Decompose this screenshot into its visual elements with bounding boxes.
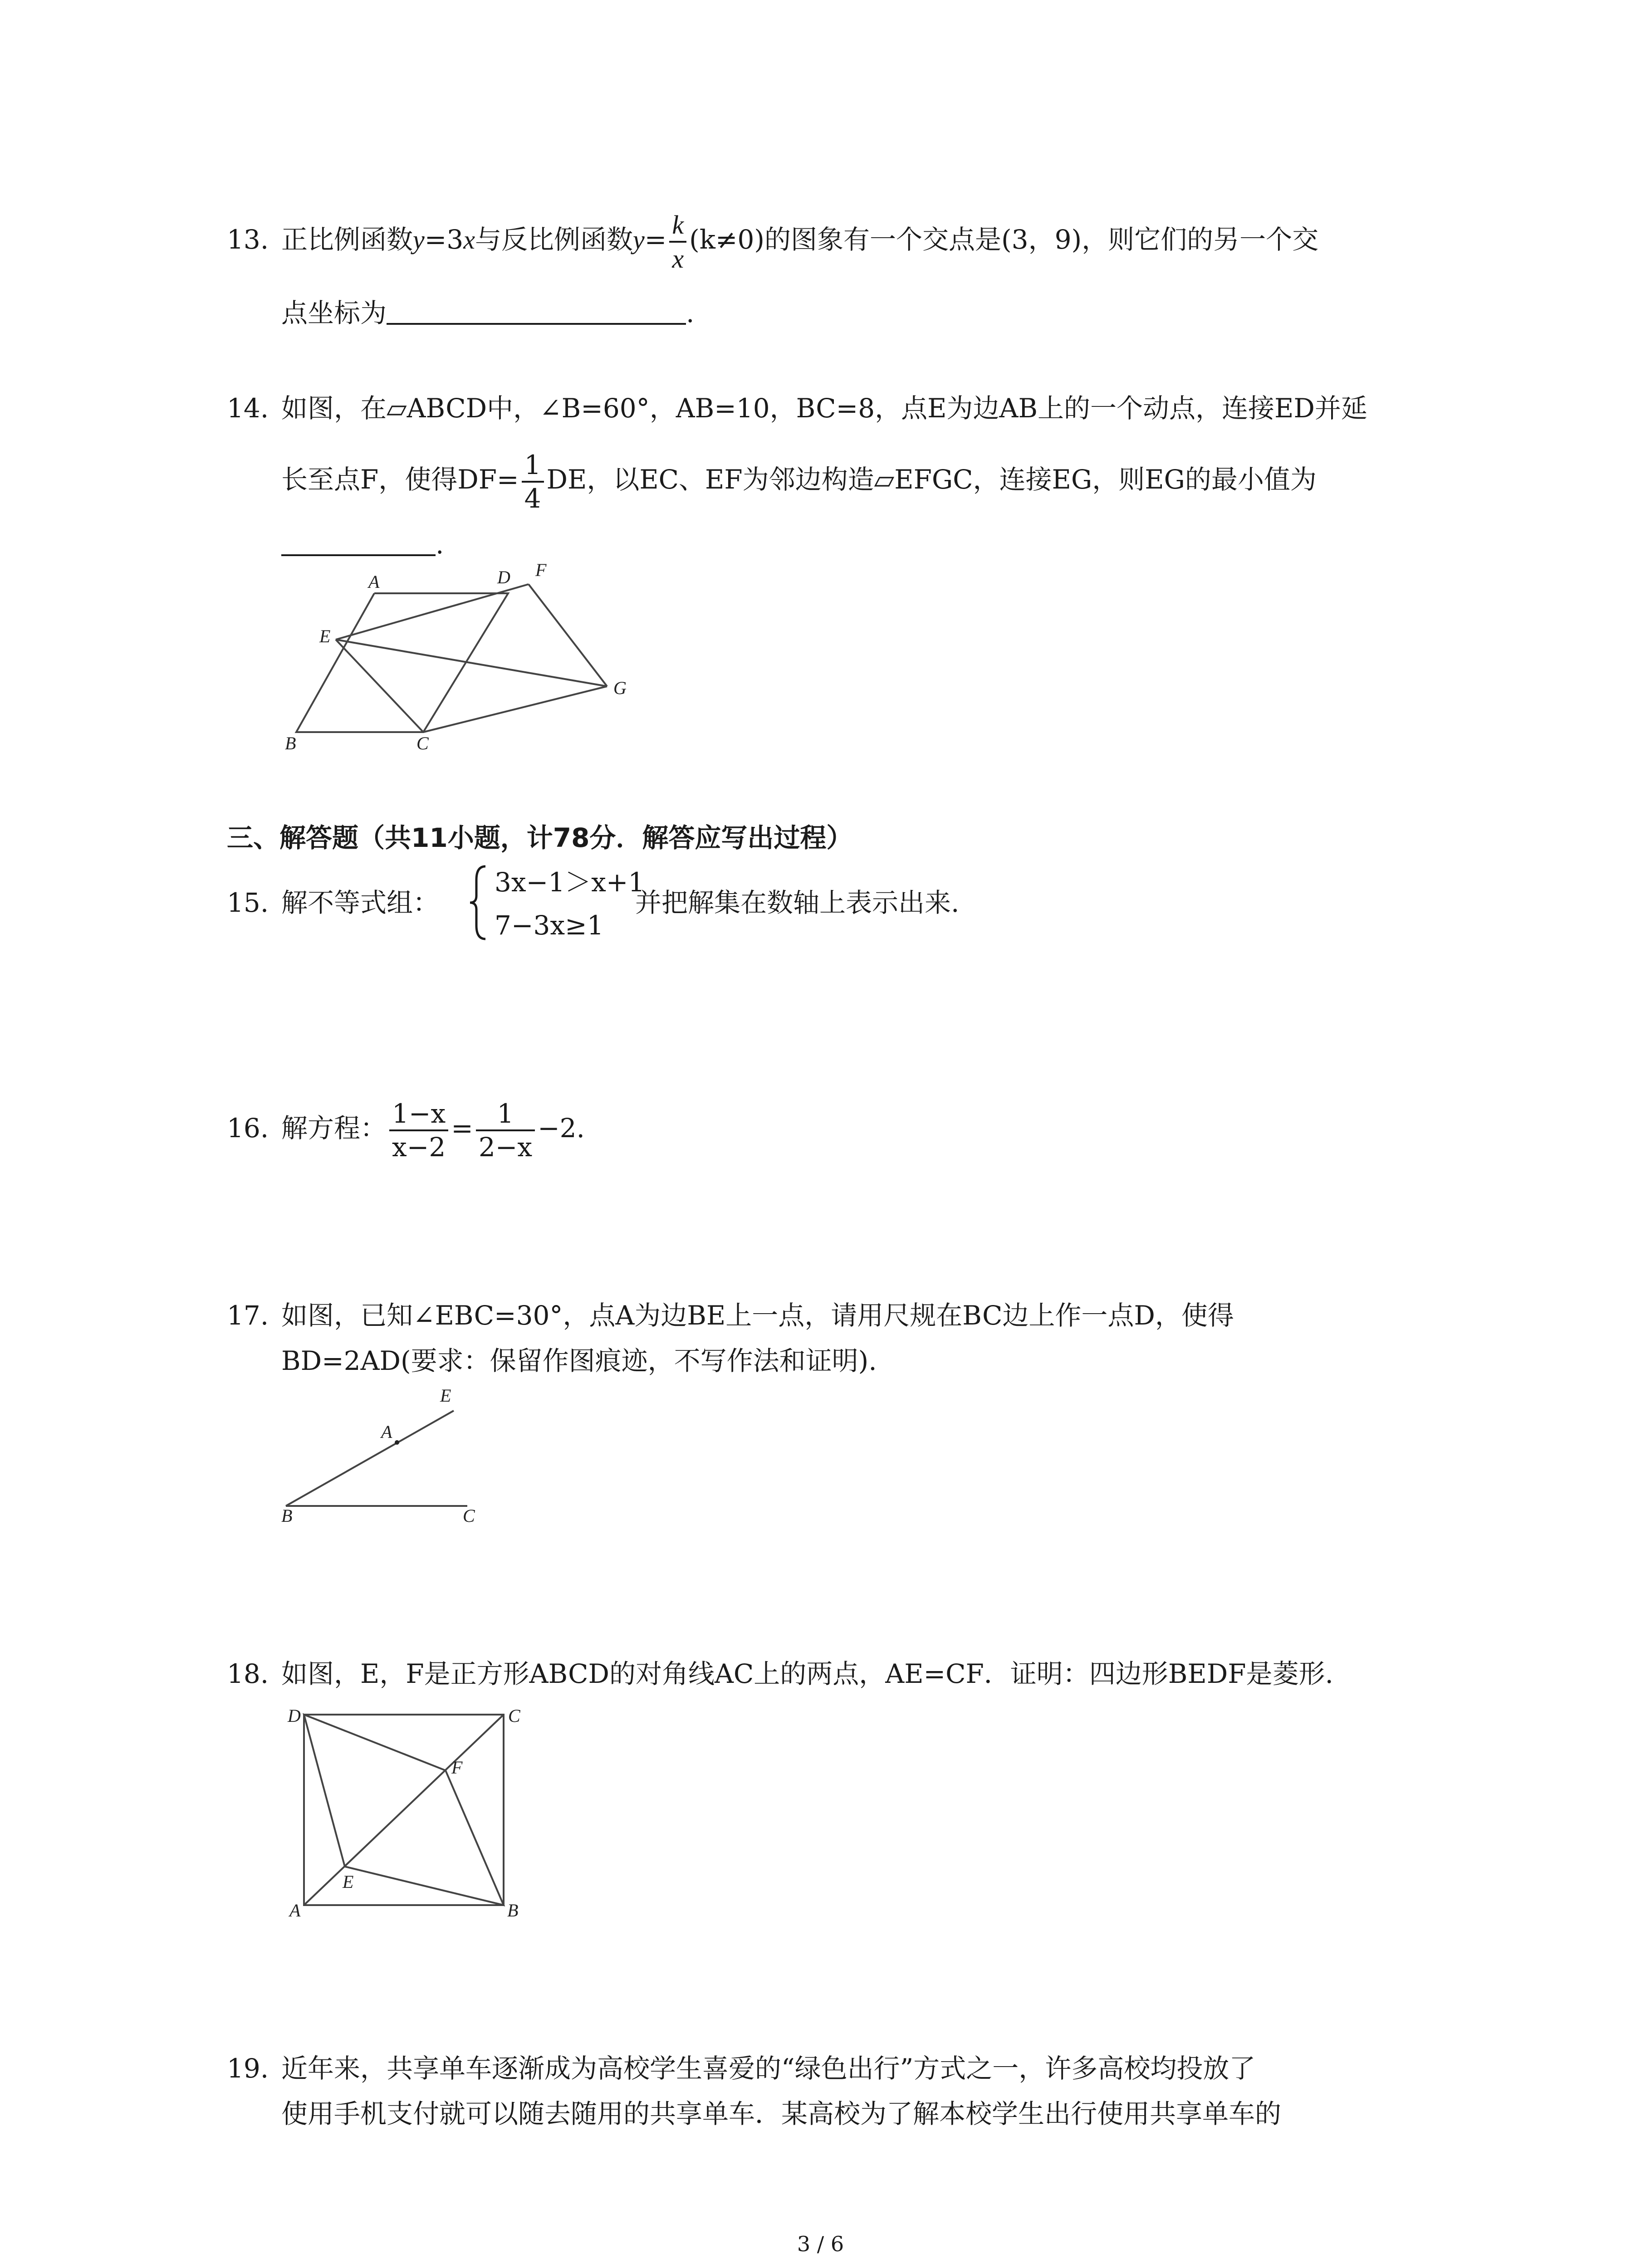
q13-frac-num: k — [672, 210, 684, 240]
q13-answer-blank[interactable] — [387, 297, 686, 325]
q16-line — [227, 1098, 585, 1163]
q19-number: 19. — [227, 2053, 269, 2084]
q15-suffix: 并把解集在数轴上表示出来. — [635, 887, 960, 918]
q15-line — [227, 885, 439, 921]
q19-text-line1: 近年来，共享单车逐渐成为高校学生喜爱的“绿色出行”方式之一，许多高校均投放了 — [281, 2053, 1256, 2084]
q15-inequality-2: 7−3x≥1 — [495, 910, 604, 941]
q14-text-b: DE，以EC、EF为邻边构造▱EFGC，连接EG，则EG的最小值为 — [546, 464, 1317, 495]
q13-eq1: =3 — [424, 224, 464, 255]
q15-brace — [467, 862, 490, 943]
q18-label-e: E — [343, 1872, 354, 1892]
q13-var-y1: y — [413, 225, 425, 255]
q18-number: 18. — [227, 1658, 269, 1689]
q13-condition: (k≠0) — [689, 224, 765, 255]
q14-line2 — [281, 449, 1317, 514]
q13-line1 — [227, 209, 1318, 275]
q15-inequality-1: 3x−1＞x+1 — [495, 867, 645, 898]
q14-label-f: F — [535, 560, 547, 580]
q14-end: . — [436, 529, 444, 560]
q18-figure — [281, 1706, 535, 1919]
q16-lhs-den: x−2 — [392, 1132, 446, 1163]
q18-text-line1: 如图，E，F是正方形ABCD的对角线AC上的两点，AE=CF．证明：四边形BEDF是菱形. — [281, 1658, 1333, 1689]
q16-rhs-den: 2−x — [478, 1132, 533, 1163]
q13-text-line2: 点坐标为 — [281, 298, 387, 328]
q18-label-a: A — [289, 1900, 301, 1919]
q17-line2: BD=2AD(要求：保留作图痕迹，不写作法和证明). — [281, 1345, 877, 1376]
q16-rhs-fraction — [476, 1098, 535, 1163]
q14-label-b: B — [285, 733, 296, 753]
q13-line2 — [281, 295, 694, 331]
q13-text-a: 正比例函数 — [281, 224, 413, 255]
q17-number: 17. — [227, 1300, 269, 1331]
q17-figure — [272, 1374, 508, 1524]
q13-var-y2: y — [633, 225, 645, 255]
q14-label-d: D — [497, 567, 510, 587]
q13-text-c: 的图象有一个交点是(3，9)，则它们的另一个交 — [764, 224, 1319, 255]
q14-line-eg — [336, 640, 607, 686]
q14-line-gc — [423, 686, 607, 732]
q18-label-c: C — [508, 1706, 520, 1726]
q14-label-g: G — [613, 678, 627, 698]
q19-line2: 使用手机支付就可以随去随用的共享单车．某高校为了解本校学生出行使用共享单车的 — [281, 2098, 1282, 2129]
q17-ray-be — [286, 1411, 454, 1506]
q14-frac-den: 4 — [524, 483, 541, 514]
q14-text-a: 长至点F，使得DF= — [281, 464, 519, 495]
q19-line1 — [227, 2050, 1255, 2087]
q15-prefix: 解不等式组： — [281, 887, 440, 918]
q17-label-e: E — [440, 1385, 451, 1406]
q16-lhs-fraction — [389, 1098, 448, 1163]
q16-rhs-num: 1 — [476, 1098, 535, 1131]
q13-number: 13. — [227, 224, 269, 255]
q14-figure — [272, 553, 662, 762]
q14-label-e: E — [319, 626, 331, 646]
q18-label-b: B — [507, 1900, 519, 1919]
section-3-title: 三、解答题（共11小题，计78分．解答应写出过程） — [227, 822, 853, 853]
q17-label-c: C — [463, 1505, 475, 1524]
page-number: 3 / 6 — [797, 2232, 844, 2256]
q14-line-ec — [336, 640, 423, 732]
q14-parallelogram-abcd — [296, 593, 508, 732]
q14-text-line1: 如图，在▱ABCD中，∠B=60°，AB=10，BC=8，点E为边AB上的一个动点，连接ED并延 — [281, 393, 1367, 424]
q17-label-b: B — [281, 1505, 293, 1524]
q17-line1 — [227, 1297, 1234, 1334]
q14-number: 14. — [227, 393, 269, 424]
q17-point-a — [395, 1440, 399, 1445]
q16-lhs-num: 1−x — [389, 1098, 448, 1131]
q13-text-b: 与反比例函数 — [475, 224, 633, 255]
q14-label-a: A — [368, 572, 380, 592]
q14-frac-num: 1 — [522, 449, 544, 483]
q15-number: 15. — [227, 887, 269, 918]
q13-var-x1: x — [463, 225, 475, 255]
q14-label-c: C — [416, 733, 429, 753]
q18-label-d: D — [288, 1706, 301, 1726]
q18-diagonal-ac — [304, 1715, 504, 1905]
q16-eq: = — [451, 1113, 473, 1144]
q16-number: 16. — [227, 1113, 269, 1144]
q13-frac-den: x — [672, 244, 684, 274]
q16-tail: −2. — [538, 1113, 585, 1144]
q14-line-fg — [529, 584, 607, 686]
q17-label-a: A — [381, 1422, 392, 1442]
q13-fraction — [669, 209, 686, 275]
q14-answer-blank[interactable] — [281, 528, 436, 556]
q14-line1 — [227, 390, 1367, 426]
q18-label-f: F — [451, 1757, 463, 1778]
q18-line1 — [227, 1656, 1333, 1692]
q16-prefix: 解方程： — [281, 1113, 387, 1144]
q13-end: . — [686, 298, 695, 328]
q17-text-line1: 如图，已知∠EBC=30°，点A为边BE上一点，请用尺规在BC边上作一点D，使得 — [281, 1300, 1234, 1331]
q13-eq2: = — [644, 224, 667, 255]
q14-fraction — [522, 449, 544, 514]
